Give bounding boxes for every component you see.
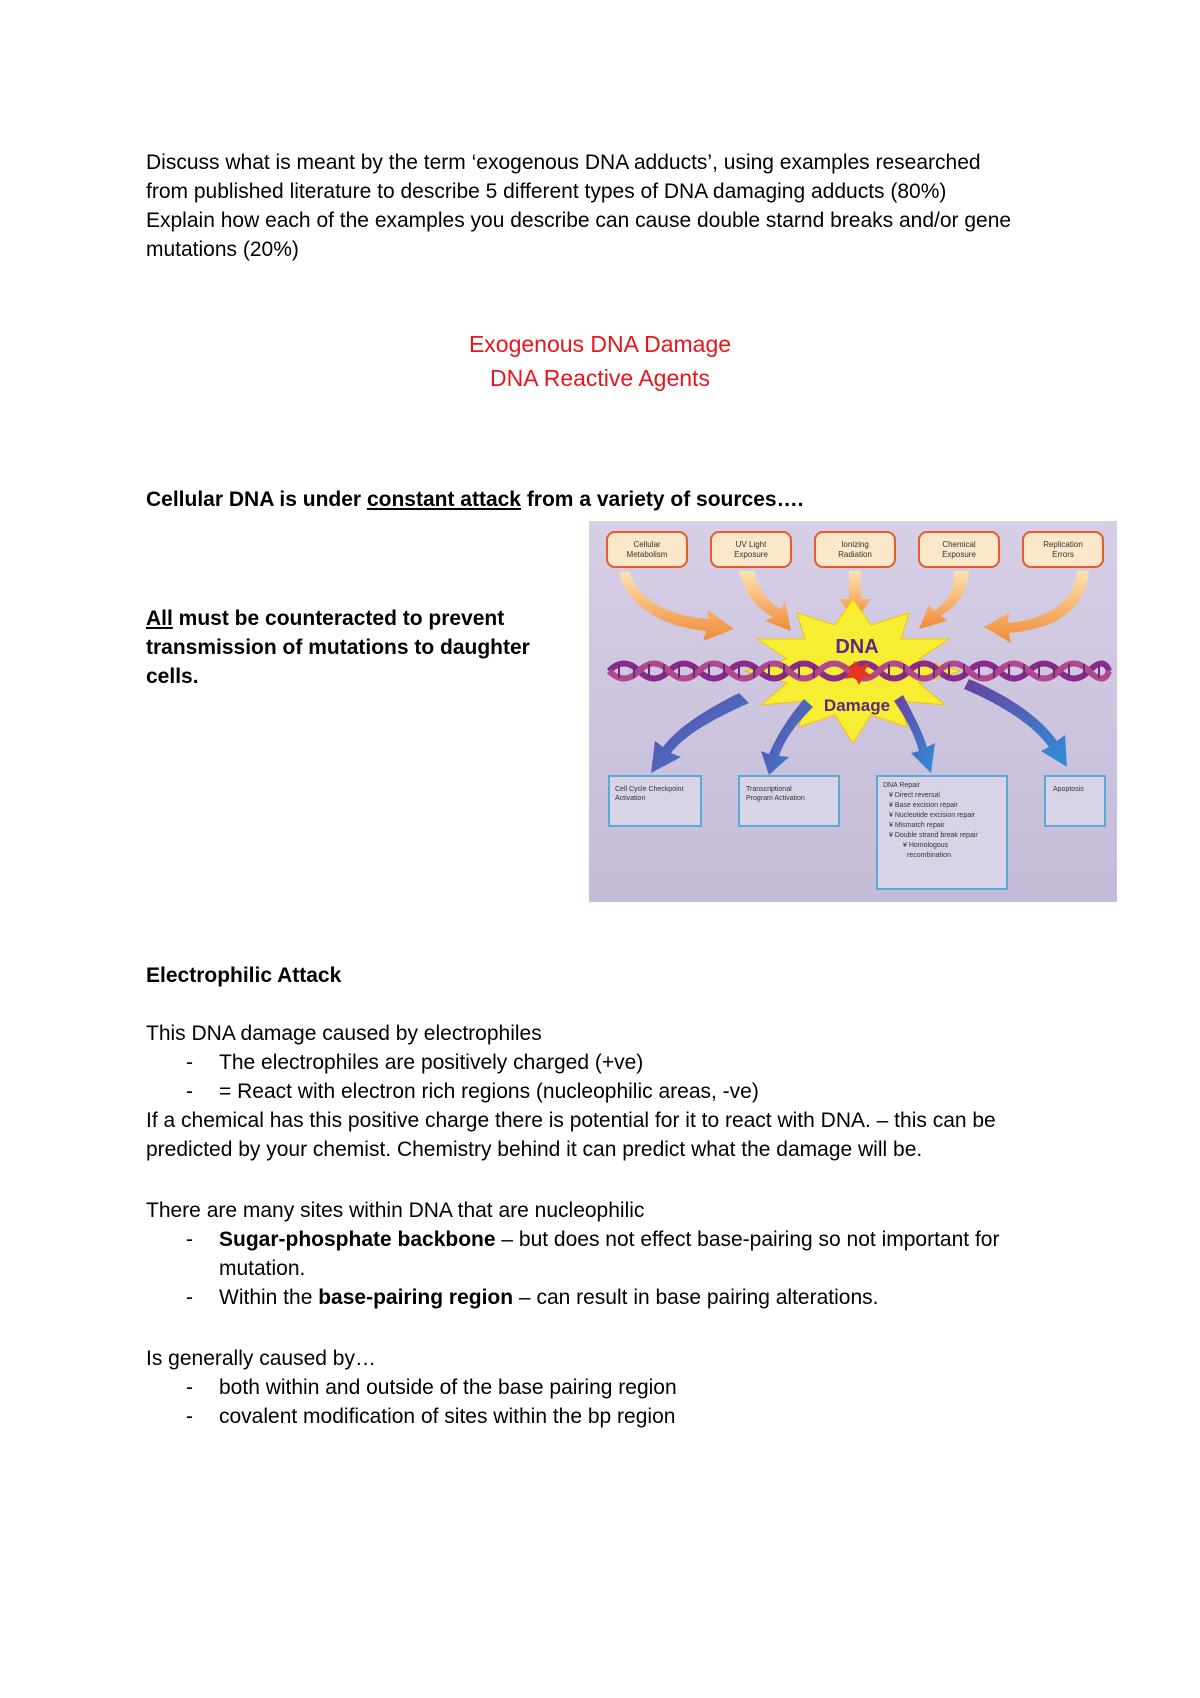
source-label: Errors: [1052, 550, 1074, 559]
outcome-label: Transcriptional: [746, 786, 792, 793]
list-item-text: – can result in base pairing alterations.: [513, 1286, 879, 1309]
repair-item: ¥ Nucleotide excision repair: [889, 812, 975, 819]
question-line: from published literature to describe 5 different types of DNA damaging adducts (80%): [146, 180, 947, 203]
side-note-underlined: All: [146, 607, 173, 630]
dna-label: DNA: [835, 636, 879, 658]
list-item: - The electrophiles are positively charged (+ve): [146, 1048, 1106, 1077]
side-note: [146, 604, 546, 691]
title-line-1: Exogenous DNA Damage: [468, 331, 732, 357]
section-intro: This DNA damage caused by electrophiles: [146, 1022, 542, 1045]
assignment-question: [146, 148, 1086, 264]
source-label: Exposure: [734, 550, 768, 559]
list-item: - covalent modification of sites within the bp region: [146, 1402, 1106, 1431]
nucleophilic-section: [146, 1196, 1106, 1312]
list-item-bold: Sugar-phosphate backbone: [219, 1228, 496, 1251]
outcome-label: Cell Cycle Checkpoint: [615, 786, 684, 793]
repair-subitem: ¥ Homologous: [903, 842, 949, 849]
repair-subitem: recombination: [907, 852, 951, 859]
caused-section: [146, 1344, 1106, 1431]
repair-item: ¥ Base excision repair: [889, 802, 958, 809]
list-item: - both within and outside of the base pairing region: [146, 1373, 1106, 1402]
source-label: UV Light: [735, 540, 767, 549]
list-item-text: Within the: [219, 1286, 319, 1309]
list-item: [146, 1225, 1106, 1283]
caused-list: [146, 1373, 1106, 1431]
paragraph-line: predicted by your chemist. Chemistry behind it can predict what the damage will be.: [146, 1138, 923, 1161]
list-item-text: mutation.: [219, 1257, 306, 1280]
paragraph-line: If a chemical has this positive charge there is potential for it to react with DNA. – this can be: [146, 1109, 996, 1132]
electrophile-list: [146, 1048, 1106, 1106]
question-line: mutations (20%): [146, 238, 299, 261]
section-heading: Electrophilic Attack: [146, 964, 342, 987]
section-intro: Is generally caused by…: [146, 1347, 376, 1370]
cellular-dna-heading: [146, 485, 803, 514]
list-item: [146, 1283, 1106, 1312]
heading-prefix: Cellular DNA is under: [146, 488, 367, 511]
dna-damage-figure: [589, 521, 1117, 902]
outcome-label: Apoptosis: [1053, 786, 1084, 793]
heading-suffix: from a variety of sources….: [520, 488, 804, 511]
source-label: Metabolism: [626, 550, 668, 559]
side-note-text: must be counteracted to prevent transmission of mutations to daughter cells.: [146, 607, 530, 688]
repair-title: DNA Repair: [883, 782, 920, 789]
damage-label: Damage: [823, 696, 891, 715]
question-line: Explain how each of the examples you describe can cause double starnd breaks and/or gene: [146, 209, 1012, 232]
title-line-2: DNA Reactive Agents: [490, 365, 710, 391]
outcome-label: Activation: [615, 795, 646, 802]
repair-item: ¥ Double strand break repair: [889, 832, 978, 839]
source-label: Exposure: [942, 550, 976, 559]
source-label: Ionizing: [841, 540, 869, 549]
source-label: Chemical: [942, 540, 976, 549]
question-line: Discuss what is meant by the term ‘exogenous DNA adducts’, using examples researched: [146, 151, 981, 174]
electrophilic-section: [146, 961, 1106, 1164]
list-item-bold: base-pairing region: [318, 1286, 514, 1309]
heading-underlined: constant attack: [366, 488, 521, 511]
section-intro: There are many sites within DNA that are nucleophilic: [146, 1199, 645, 1222]
outcome-box: [1045, 776, 1105, 826]
list-item-text: – but does not effect base-pairing so not important for: [495, 1228, 1000, 1251]
source-label: Cellular: [633, 540, 661, 549]
document-title: [0, 327, 1200, 395]
nucleophilic-list: [146, 1225, 1106, 1312]
repair-item: ¥ Direct reversal: [889, 792, 940, 799]
source-label: Radiation: [838, 550, 872, 559]
list-item: - = React with electron rich regions (nucleophilic areas, -ve): [146, 1077, 1106, 1106]
outcome-label: Program Activation: [746, 795, 805, 802]
source-label: Replication: [1043, 540, 1083, 549]
repair-item: ¥ Mismatch repair: [889, 822, 945, 829]
